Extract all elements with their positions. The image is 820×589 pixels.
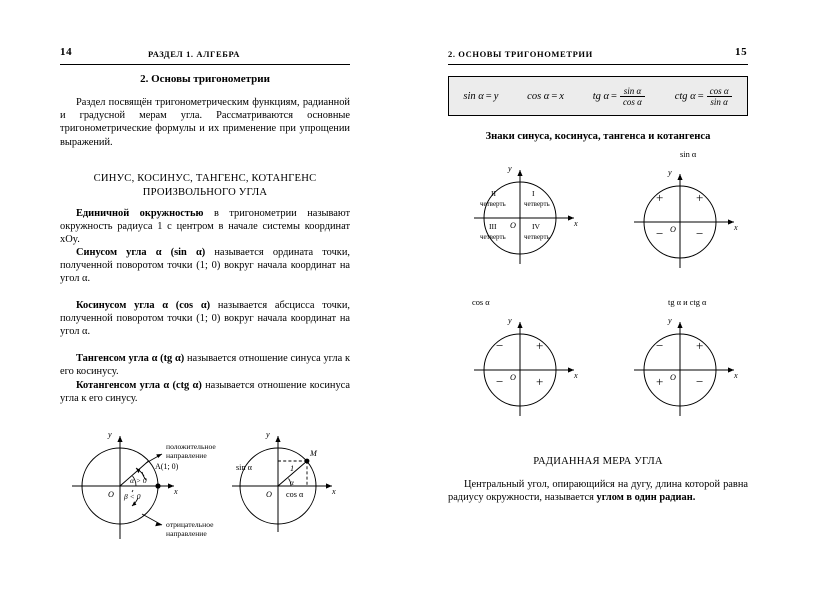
fig-q1-axis-x-label: x — [574, 219, 578, 228]
right-running-head: 2. ОСНОВЫ ТРИГОНОМЕТРИИ — [448, 49, 593, 59]
definition-tangent — [60, 352, 350, 378]
figure-cos-signs-svg — [458, 312, 598, 422]
fig-q1-axis-y-label: y — [508, 164, 512, 173]
definition-sine — [60, 246, 350, 286]
signs-heading: Знаки синуса, косинуса, тангенса и котангенса — [485, 131, 711, 142]
fig-cos-caption: cos α — [472, 298, 490, 307]
def-cos-text: называется абсцисса точки, полученной поворотом точки (1; 0) вокруг начала координат на угол α. — [60, 300, 350, 338]
fig-tg-ctg-axis-y-label: y — [668, 316, 672, 325]
fig-q1-quadrant-4-word: четверть — [524, 233, 550, 241]
fig-cos-axis-x-label: x — [574, 371, 578, 380]
fig-tg-ctg-axis-x-label: x — [734, 371, 738, 380]
formula-tg — [593, 86, 646, 107]
figure-sin-signs — [618, 150, 758, 270]
def-sin-term: Синусом угла α (sin α) — [76, 247, 206, 258]
right-page — [410, 0, 820, 589]
def-tg-term: Тангенсом угла α (tg α) — [76, 353, 185, 364]
formula-cos-eq: = — [551, 90, 558, 102]
radian-term: углом в один радиан. — [596, 492, 696, 504]
formula-row — [449, 77, 747, 115]
formula-cos-right: x — [559, 90, 564, 102]
formula-tg-num: sin α — [623, 85, 642, 96]
left-head-rule — [60, 64, 350, 65]
definition-unit-circle — [60, 207, 350, 247]
formula-cos-left: cos α — [527, 90, 550, 102]
figure-cos-signs — [458, 298, 598, 418]
formula-cos — [527, 91, 564, 102]
definition-cotangent — [60, 379, 350, 405]
fig2-axis-x-label: x — [332, 487, 336, 496]
left-folio — [60, 46, 72, 60]
definition-cosine — [60, 299, 350, 339]
fig-sin-sign-q1: + — [696, 190, 704, 205]
formula-sin-left: sin α — [463, 90, 484, 102]
fig-tg-ctg-sign-q2: − — [656, 338, 664, 353]
right-folio-number: 15 — [735, 46, 748, 58]
fig-sin-sign-q4: − — [696, 226, 704, 241]
formula-box — [448, 76, 748, 116]
left-folio-number: 14 — [60, 46, 73, 58]
figure-quadrant-names-svg — [458, 160, 598, 270]
figure-quadrant-names — [458, 160, 598, 270]
fig1-point-a-label: A(1; 0) — [155, 462, 179, 471]
fig-cos-sign-q3: − — [496, 374, 504, 389]
fig-sin-sign-q3: − — [656, 226, 664, 241]
formula-tg-left: tg α — [592, 90, 610, 102]
fig-cos-sign-q2: − — [496, 338, 504, 353]
fig-q1-quadrant-3-roman: III — [489, 222, 497, 231]
fig-sin-axis-y-label: y — [668, 168, 672, 177]
fig-sin-axis-x-label: x — [734, 223, 738, 232]
def-circle-text: в тригонометрии называют окружность радиуса 1 с центром в начале системы координат xOy. — [60, 208, 351, 246]
def-ctg-term: Котангенсом угла α (ctg α) — [76, 380, 202, 391]
fig1-positive-direction-line1: положительное — [166, 442, 216, 451]
radian-heading: РАДИАННАЯ МЕРА УГЛА — [533, 456, 663, 467]
fig-cos-sign-q1: + — [536, 338, 544, 353]
fig-tg-ctg-origin-label: O — [670, 373, 676, 382]
fig1-negative-direction-line2: направление — [166, 529, 207, 538]
radian-text: Центральный угол, опирающийся на дугу, длина которой равна радиусу окружности, называется — [448, 479, 748, 504]
figure-tg-ctg-signs-svg — [618, 312, 758, 422]
fig1-negative-direction-line1: отрицательное — [166, 520, 214, 529]
right-folio — [735, 46, 747, 60]
left-running-head: РАЗДЕЛ 1. АЛГЕБРА — [148, 49, 240, 59]
fig2-origin-label: O — [266, 490, 272, 499]
right-head-rule — [448, 64, 748, 65]
formula-sin-eq: = — [485, 90, 492, 102]
fig-tg-ctg-sign-q1: + — [696, 338, 704, 353]
formula-tg-eq: = — [611, 90, 617, 102]
fig1-origin-label: O — [108, 490, 114, 499]
fig-q1-quadrant-1-roman: I — [532, 189, 535, 198]
figure-sin-signs-svg — [618, 164, 758, 274]
formula-ctg-eq: = — [697, 90, 704, 102]
formula-ctg — [675, 86, 733, 107]
figure-tg-ctg-signs — [618, 298, 758, 418]
fig-sin-caption: sin α — [680, 150, 697, 159]
fig1-beta-negative-label: β < 0 — [124, 492, 141, 501]
intro-paragraph — [60, 96, 350, 149]
fig-tg-ctg-sign-q4: − — [696, 374, 704, 389]
formula-sin-right: y — [493, 90, 499, 102]
fig2-sin-label: sin α — [236, 463, 252, 472]
fig-q1-quadrant-2-word: четверть — [480, 200, 506, 208]
fig2-point-m-label: M — [310, 449, 317, 458]
fig1-axis-y-label: y — [108, 430, 112, 439]
section-title: 2. Основы тригонометрии — [140, 73, 270, 85]
fig-cos-axis-y-label: y — [508, 316, 512, 325]
radian-paragraph — [448, 478, 748, 504]
figure-rotation-directions — [62, 424, 216, 544]
fig-q1-origin-label: O — [510, 221, 516, 230]
formula-ctg-num: cos α — [709, 85, 729, 96]
subhead-line-1: СИНУС, КОСИНУС, ТАНГЕНС, КОТАНГЕНС — [93, 173, 317, 184]
fig-sin-origin-label: O — [670, 225, 676, 234]
def-tg-text: называется отношение синуса угла к его косинусу. — [60, 353, 350, 378]
fig-q1-quadrant-1-word: четверть — [524, 200, 550, 208]
formula-ctg-fraction — [707, 86, 732, 107]
def-cos-term: Косинусом угла α (cos α) — [76, 300, 211, 311]
def-sin-text: называется ордината точки, полученной поворотом точки (1; 0) вокруг начала координат на угол α. — [60, 247, 350, 285]
fig-tg-ctg-caption: tg α и ctg α — [668, 298, 707, 307]
figure-sin-cos-projection — [228, 424, 358, 534]
fig-q1-quadrant-3-word: четверть — [480, 233, 506, 241]
intro-text: Раздел посвящён тригонометрическим функциям, радианной и градусной мерам угла. Рассматриваются основные тригонометрические формулы и их применение при упрощении выражений. — [60, 97, 350, 148]
fig2-cos-label: cos α — [286, 490, 304, 499]
fig-tg-ctg-sign-q3: + — [656, 374, 664, 389]
fig1-positive-direction-line2: направление — [166, 451, 207, 460]
fig-q1-quadrant-2-roman: II — [491, 189, 497, 198]
formula-ctg-den: sin α — [707, 96, 732, 107]
fig2-angle-alpha-label: α — [290, 478, 294, 487]
def-circle-term: Единичной окружностью — [76, 208, 204, 219]
formula-sin — [463, 91, 498, 102]
fig-sin-sign-q2: + — [656, 190, 664, 205]
fig1-axis-x-label: x — [174, 487, 178, 496]
fig2-radius-label: 1 — [290, 464, 295, 473]
formula-ctg-left: ctg α — [674, 90, 696, 102]
fig2-axis-y-label: y — [266, 430, 270, 439]
fig-cos-sign-q4: + — [536, 374, 544, 389]
fig1-alpha-positive-label: α > 0 — [130, 476, 147, 485]
formula-tg-den: cos α — [620, 96, 645, 107]
formula-tg-fraction — [620, 86, 645, 107]
fig-q1-quadrant-4-roman: IV — [532, 222, 541, 231]
fig-cos-origin-label: O — [510, 373, 516, 382]
subhead-line-2: ПРОИЗВОЛЬНОГО УГЛА — [142, 187, 268, 198]
def-ctg-text: называется отношение косинуса угла к его синусу. — [60, 380, 350, 405]
